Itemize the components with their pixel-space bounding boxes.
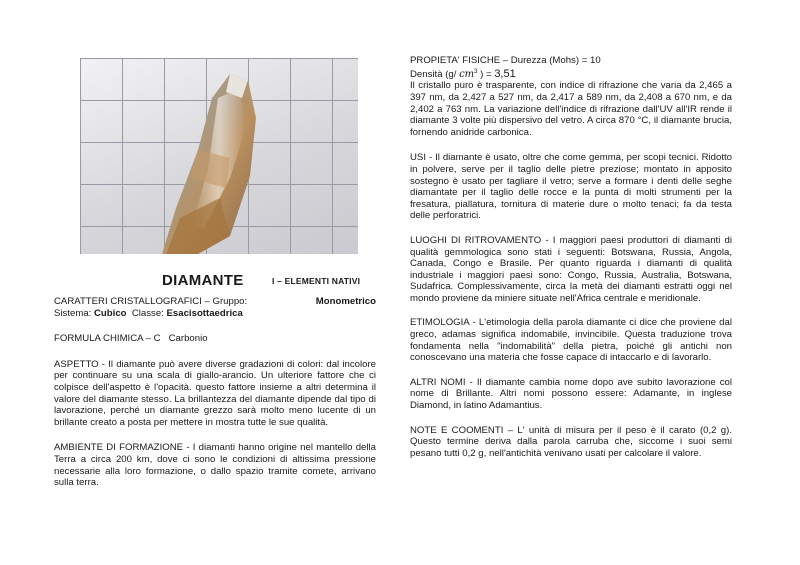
- fisiche-text: Il cristallo puro è trasparente, con indice di rifrazione che varia da 2,465 a 397 nm, da 2,427 a 527 nm, da 2,417 a 589 nm, da 2,408 a 670 nm, e da 2,402 a 763 nm. La variazione dell'indice di rifrazione dall'UV all'IR rende il diamante 3 volte più dispersivo del vetro. A circa 870 °C, il diamante brucia, fornendo anidride carbonica.: [410, 80, 732, 138]
- density-value: 3,51: [494, 67, 516, 80]
- usi-paragraph: USI - Il diamante è usato, oltre che come gemma, per scopi tecnici. Ridotto in polvere, serve per il taglio delle pietre preziose; montato in apposito sostegno è usato per tagliare il vetro; serve a formare i denti delle seghe diamantate per il taglio delle rocce e la punta di molti strumenti per la fresatura, piallatura, tornitura di materie dure o molto tenaci; fa da testa delle perforatrici.: [410, 152, 732, 222]
- class-label: Classe:: [131, 307, 164, 319]
- formula-label: FORMULA CHIMICA – C: [54, 333, 161, 345]
- density-label: Densità (g/: [410, 68, 457, 80]
- class-value: Esacisottaedrica: [166, 307, 243, 319]
- luoghi-paragraph: LUOGHI DI RITROVAMENTO - I maggiori paesi produttori di diamanti di qualità gemmologica sono stati i seguenti: Botswana, Russia, Angola, Canada, Congo e Brasile. Per quanto riguarda i diamanti di qualità industriale i maggiori paesi sono: Congo, Russia, Australia, Botswana, Sudafrica. Complessivamente, circa la metà dei diamanti estratti oggi nel mondo proviene da miniere situate nell'Africa centrale e meridionale.: [410, 234, 732, 304]
- system-value: Cubico: [94, 307, 127, 319]
- crystal-section: [54, 296, 376, 319]
- page-subtitle: I – ELEMENTI NATIVI: [272, 276, 361, 286]
- etimologia-paragraph: ETIMOLOGIA - L'etimologia della parola diamante ci dice che proviene dal greco, adamas significa indomabile, invincibile. Questa traduzione trova fondamenta nella "indomabilità" della pietra, poiché gli antichi non conoscevano una materia che fosse capace di intaccarlo e di lavorarlo.: [410, 317, 732, 364]
- fisiche-section: [410, 55, 732, 138]
- title-row: [54, 272, 376, 292]
- aspetto-paragraph: ASPETTO - Il diamante può avere diverse gradazioni di colori: dal incolore per continuare su una scala di giallo-arancio. Un ulteriore fattore che ci colpisce dell'aspetto è l'opacità. questo fattore insieme a altri determina il valore del diamante stesso. La brillantezza del diamante dipende dal tipo di lavorazione, perché un diamante grezzo sarà molto meno lucente di un brillante creato a posta per mettere in mostra tutte le sue qualità.: [54, 358, 376, 428]
- fisiche-label: PROPIETA' FISICHE – Durezza (Mohs) = 10: [410, 55, 601, 66]
- note-paragraph: NOTE E COOMENTI – L' unità di misura per il peso è il carato (0,2 g). Questo termine deriva dalla parola carruba che, siccome i suoi semi pesano tutti 0,2 g, nell'antichità venivano usati per calcolare il valore.: [410, 424, 732, 459]
- ambiente-paragraph: AMBIENTE DI FORMAZIONE - I diamanti hanno origine nel mantello della Terra a circa 200 km, dove ci sono le condizioni di altissima pressione necessarie alla loro formazione, o dallo spazio tramite comete, arrivano sulla terra.: [54, 442, 376, 489]
- right-column: [410, 55, 732, 470]
- diamond-photo: [80, 58, 358, 254]
- density-exponent: 3: [474, 68, 478, 75]
- page-title: DIAMANTE: [162, 272, 244, 289]
- left-column: [54, 296, 376, 500]
- density-close: ) =: [480, 68, 492, 80]
- altri-nomi-paragraph: ALTRI NOMI - Il diamante cambia nome dopo ave subito lavorazione col nome di Brillante. Altri nomi possono essere: Adamante, in inglese Diamond, in latino Adamantius.: [410, 376, 732, 412]
- density-unit: cm: [459, 68, 475, 80]
- diamond-crystal-icon: [80, 58, 358, 254]
- formula-section: [54, 333, 376, 345]
- crystal-group-value: Monometrico: [315, 296, 376, 307]
- crystal-label: CARATTERI CRISTALLOGRAFICI – Gruppo:: [54, 296, 248, 307]
- formula-value: Carbonio: [168, 333, 208, 345]
- system-label: Sistema:: [54, 307, 92, 319]
